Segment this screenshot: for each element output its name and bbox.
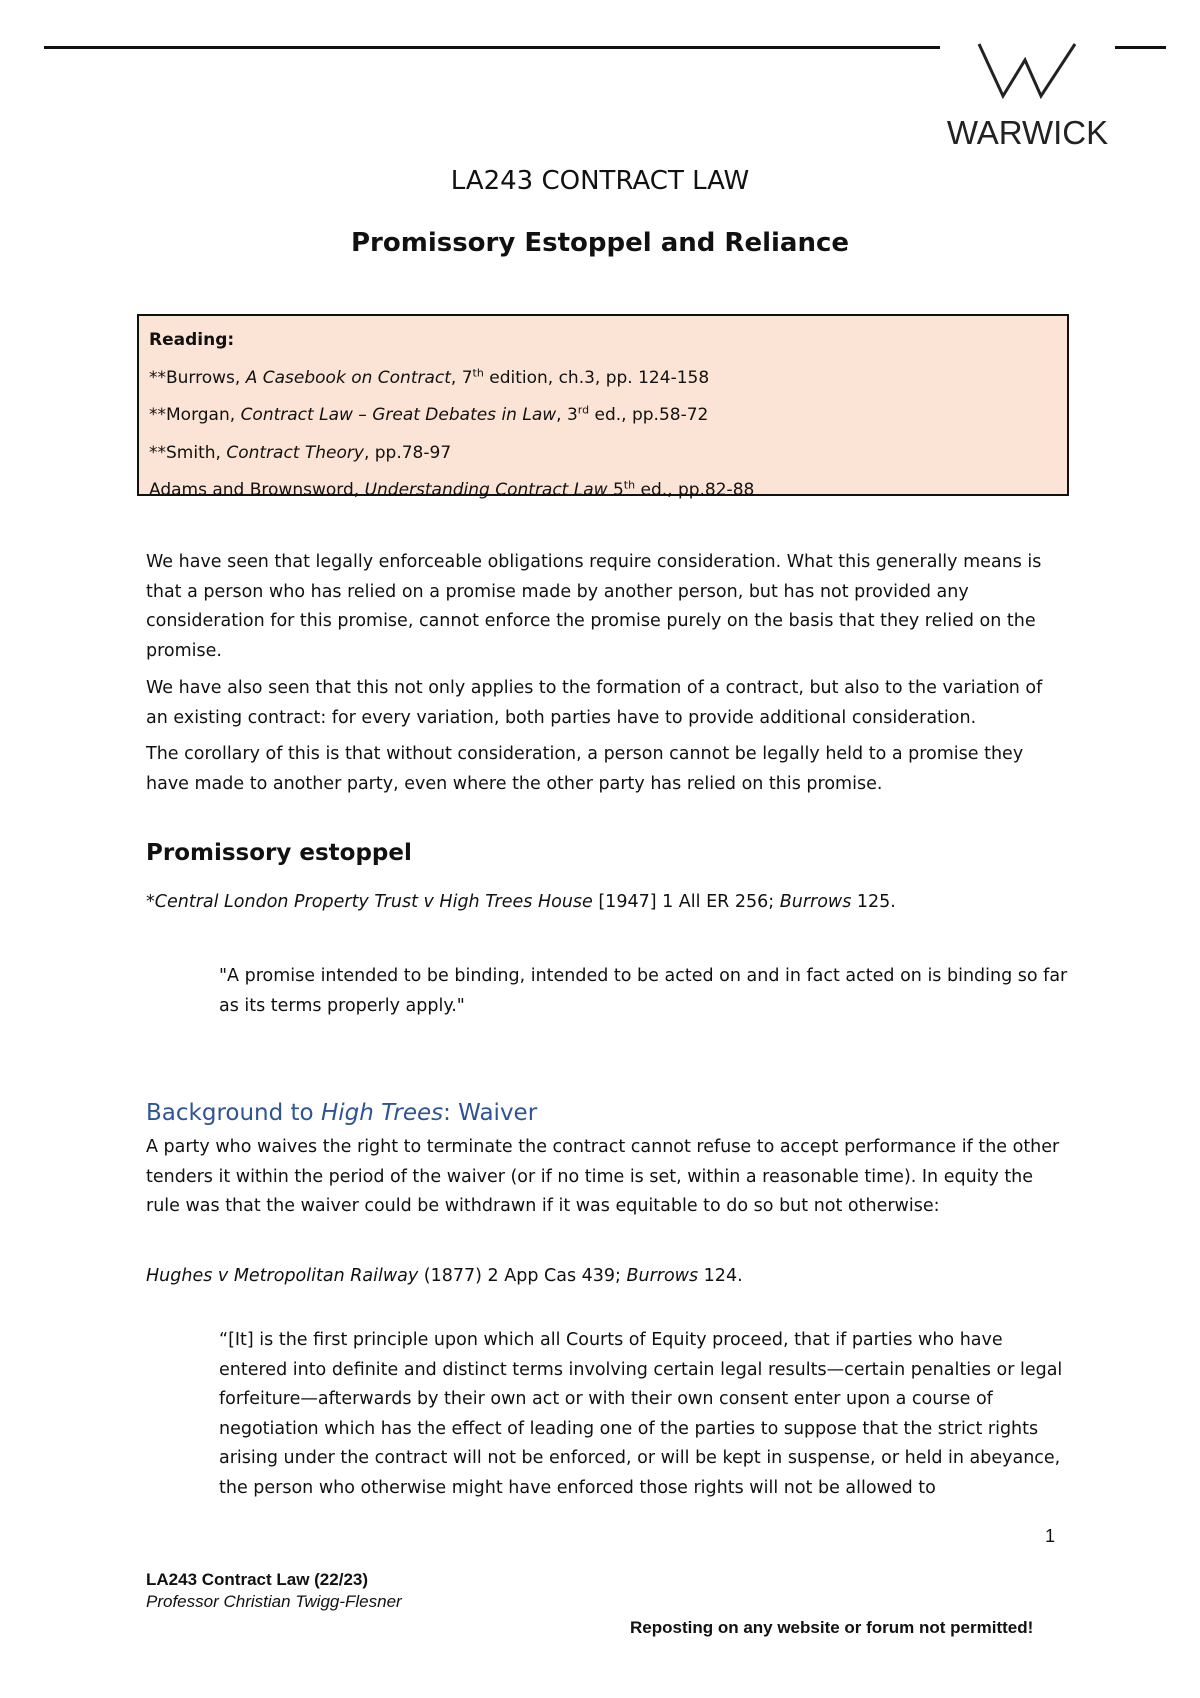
footer-author: Professor Christian Twigg-Flesner	[146, 1592, 402, 1611]
logo-text: WARWICK	[946, 114, 1109, 151]
case-citation: Hughes v Metropolitan Railway (1877) 2 App Cas 439; Burrows 124.	[146, 1266, 743, 1286]
quotation: "A promise intended to be binding, intended to be acted on and in fact acted on is binding so far as its terms properly apply."	[219, 966, 1068, 1016]
case-citation: *Central London Property Trust v High Trees House [1947] 1 All ER 256; Burrows 125.	[146, 892, 896, 912]
document-subtitle: Promissory Estoppel and Reliance	[350, 228, 850, 258]
footer-notice: Reposting on any website or forum not permitted!	[630, 1618, 1034, 1637]
reading-item: Adams and Brownsword, Understanding Contract Law 5th ed., pp.82-88	[149, 478, 755, 500]
page-number: 1	[1045, 1526, 1056, 1546]
section-heading-promissory-estoppel: Promissory estoppel	[146, 840, 412, 866]
warwick-logo	[940, 42, 1115, 151]
body-paragraph: A party who waives the right to terminate the contract cannot refuse to accept performance if the other tenders it within the period of the waiver (or if no time is set, within a reasonable time). In equity the rule was that the waiver could be withdrawn if it was equitable to do so but not otherwise:	[146, 1137, 1060, 1216]
quotation: “[It] is the first principle upon which all Courts of Equity proceed, that if parties who have entered into definite and distinct terms involving certain legal results—certain penalties or legal forfeiture—afterwards by their own act or with their own consent enter upon a course of negotiation which has the effect of leading one of the parties to suppose that the strict rights arising under the contract will not be enforced, or will be kept in suspense, or held in abeyance, the person who otherwise might have enforced those rights will not be allowed to	[219, 1330, 1063, 1498]
reading-item: **Smith, Contract Theory, pp.78-97	[149, 442, 452, 463]
body-paragraph: We have also seen that this not only applies to the formation of a contract, but also to the variation of an existing contract: for every variation, both parties have to provide additional consideration.	[146, 678, 1043, 728]
reading-box	[137, 314, 1069, 500]
body-paragraph: The corollary of this is that without consideration, a person cannot be legally held to a promise they have made to another party, even where the other party has relied on this promise.	[146, 744, 1024, 794]
section-heading-waiver: Background to High Trees: Waiver	[146, 1100, 538, 1126]
reading-item: **Morgan, Contract Law – Great Debates in Law, 3rd ed., pp.58-72	[149, 403, 709, 425]
reading-item: **Burrows, A Casebook on Contract, 7th edition, ch.3, pp. 124-158	[149, 365, 710, 388]
warwick-w-mark-icon	[975, 42, 1085, 104]
reading-heading: Reading:	[149, 330, 235, 350]
footer-course: LA243 Contract Law (22/23)	[146, 1570, 369, 1589]
document-title: LA243 CONTRACT LAW	[450, 166, 750, 196]
body-paragraph: We have seen that legally enforceable obligations require consideration. What this generally means is that a person who has relied on a promise made by another person, but has not provided any consideration for this promise, cannot enforce the promise purely on the basis that they relied on the promise.	[146, 552, 1042, 661]
